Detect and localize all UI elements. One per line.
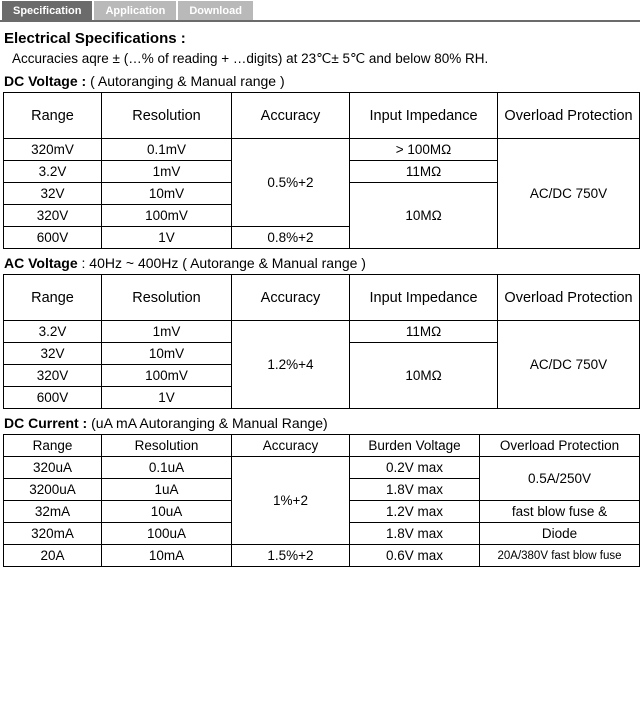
cell-range: 3.2V <box>4 321 102 343</box>
cell-resolution: 1uA <box>102 479 232 501</box>
cell-resolution: 100uA <box>102 523 232 545</box>
cell-range: 600V <box>4 227 102 249</box>
col-header-input-impedance: Input Impedance <box>350 275 498 321</box>
cell-range: 20A <box>4 545 102 567</box>
cell-burden-voltage: 1.8V max <box>350 479 480 501</box>
tab-download[interactable]: Download <box>178 1 253 20</box>
cell-resolution: 1V <box>102 227 232 249</box>
dc-voltage-table <box>3 92 640 249</box>
cell-range: 320V <box>4 365 102 387</box>
cell-overload-line1: 0.5A/250V <box>480 457 640 501</box>
col-header-resolution: Resolution <box>102 93 232 139</box>
cell-burden-voltage: 1.2V max <box>350 501 480 523</box>
cell-resolution: 10mV <box>102 183 232 205</box>
cell-resolution: 10uA <box>102 501 232 523</box>
tab-bar <box>0 0 640 20</box>
dc-voltage-heading <box>4 73 638 89</box>
cell-range: 320V <box>4 205 102 227</box>
dc-voltage-heading-bold: DC Voltage : <box>4 73 91 89</box>
cell-overload-line3: Diode <box>480 523 640 545</box>
dc-current-heading-rest: (uA mA Autoranging & Manual Range) <box>91 415 328 431</box>
cell-resolution: 1mV <box>102 161 232 183</box>
col-header-accuracy: Accuracy <box>232 93 350 139</box>
cell-accuracy-main: 1%+2 <box>232 457 350 545</box>
cell-resolution: 1mV <box>102 321 232 343</box>
col-header-accuracy: Accuracy <box>232 275 350 321</box>
cell-burden-voltage: 0.2V max <box>350 457 480 479</box>
cell-overload: AC/DC 750V <box>498 321 640 409</box>
cell-range: 320mV <box>4 139 102 161</box>
col-header-resolution: Resolution <box>102 435 232 457</box>
table-row <box>4 139 640 161</box>
cell-range: 320mA <box>4 523 102 545</box>
cell-impedance-3: 10MΩ <box>350 183 498 249</box>
table-row <box>4 457 640 479</box>
ac-voltage-heading-rest: : 40Hz ~ 400Hz ( Autorange & Manual range ) <box>77 255 366 271</box>
col-header-burden-voltage: Burden Voltage <box>350 435 480 457</box>
cell-resolution: 100mV <box>102 205 232 227</box>
col-header-overload-protection: Overload Protection <box>480 435 640 457</box>
col-header-range: Range <box>4 275 102 321</box>
cell-resolution: 0.1mV <box>102 139 232 161</box>
cell-resolution: 1V <box>102 387 232 409</box>
cell-accuracy-main: 0.5%+2 <box>232 139 350 227</box>
accuracy-note: Accuracies aqre ± (…% of reading + …digits) at 23℃± 5℃ and below 80% RH. <box>12 51 489 66</box>
cell-impedance-2: 10MΩ <box>350 343 498 409</box>
ac-voltage-heading <box>4 255 638 271</box>
table-row <box>4 545 640 567</box>
cell-range: 32mA <box>4 501 102 523</box>
cell-range: 3200uA <box>4 479 102 501</box>
cell-range: 3.2V <box>4 161 102 183</box>
dc-current-table <box>3 434 640 567</box>
cell-accuracy-last: 0.8%+2 <box>232 227 350 249</box>
col-header-resolution: Resolution <box>102 275 232 321</box>
table-header-row <box>4 435 640 457</box>
cell-impedance-1: 11MΩ <box>350 321 498 343</box>
content-area <box>0 30 640 567</box>
col-header-input-impedance: Input Impedance <box>350 93 498 139</box>
dc-voltage-heading-rest: ( Autoranging & Manual range ) <box>90 73 285 89</box>
col-header-overload-protection: Overload Protection <box>498 93 640 139</box>
cell-resolution: 0.1uA <box>102 457 232 479</box>
tab-underline <box>0 20 640 22</box>
dc-current-heading-bold: DC Current : <box>4 415 92 431</box>
tab-application[interactable]: Application <box>94 1 176 20</box>
cell-overload-last: 20A/380V fast blow fuse <box>480 545 640 567</box>
ac-voltage-table <box>3 274 640 409</box>
ac-voltage-heading-bold: AC Voltage <box>4 255 78 271</box>
cell-resolution: 10mV <box>102 343 232 365</box>
cell-burden-voltage: 0.6V max <box>350 545 480 567</box>
col-header-overload-protection: Overload Protection <box>498 275 640 321</box>
cell-range: 600V <box>4 387 102 409</box>
col-header-range: Range <box>4 435 102 457</box>
col-header-range: Range <box>4 93 102 139</box>
cell-impedance-1: > 100MΩ <box>350 139 498 161</box>
cell-accuracy-last: 1.5%+2 <box>232 545 350 567</box>
page-title: Electrical Specifications : <box>4 30 186 47</box>
cell-range: 320uA <box>4 457 102 479</box>
table-header-row <box>4 275 640 321</box>
cell-resolution: 100mV <box>102 365 232 387</box>
cell-resolution: 10mA <box>102 545 232 567</box>
cell-overload-line2: fast blow fuse & <box>480 501 640 523</box>
col-header-accuracy: Accuracy <box>232 435 350 457</box>
cell-overload: AC/DC 750V <box>498 139 640 249</box>
cell-range: 32V <box>4 183 102 205</box>
cell-impedance-2: 11MΩ <box>350 161 498 183</box>
cell-range: 32V <box>4 343 102 365</box>
table-row <box>4 321 640 343</box>
cell-burden-voltage: 1.8V max <box>350 523 480 545</box>
tab-specification[interactable]: Specification <box>2 1 92 20</box>
dc-current-heading <box>4 415 638 431</box>
table-header-row <box>4 93 640 139</box>
cell-accuracy-main: 1.2%+4 <box>232 321 350 409</box>
